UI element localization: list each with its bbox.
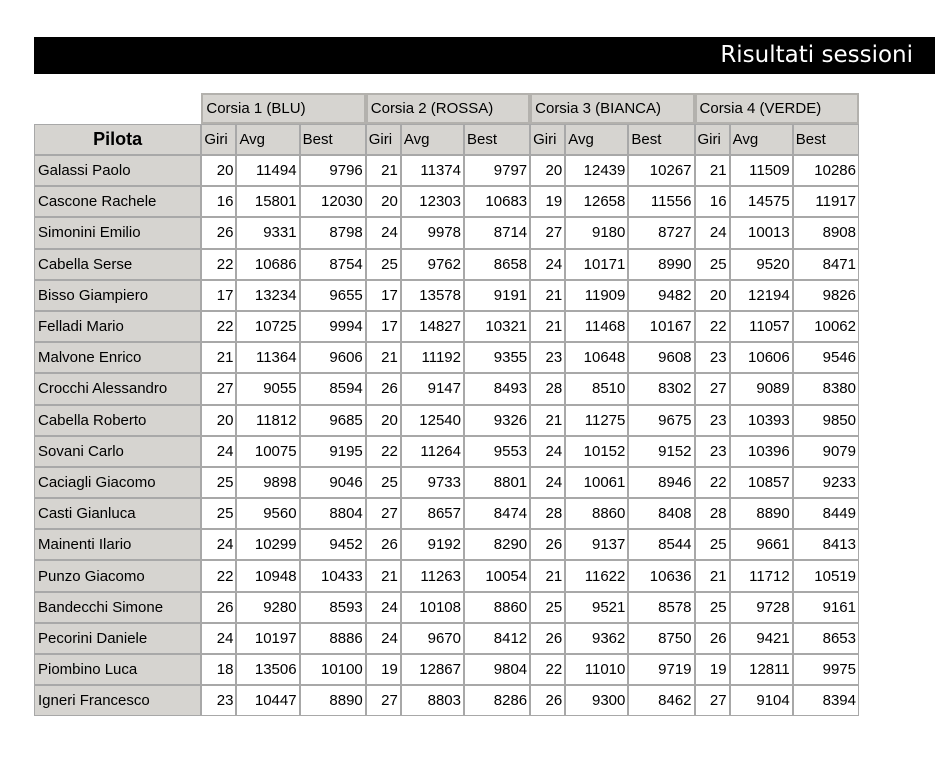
lane-4-laps-cell: 25	[695, 529, 730, 560]
lane-1-avg-cell: 9560	[236, 498, 299, 529]
lane-2-laps-cell: 27	[366, 498, 401, 529]
lane-4-laps-cell: 16	[695, 186, 730, 217]
lane-4-avg-cell: 10013	[730, 217, 793, 248]
lane-2-avg-cell: 11374	[401, 155, 464, 186]
lane-2-best-cell: 8714	[464, 217, 530, 248]
lane-1-laps-cell: 25	[201, 498, 236, 529]
lane-2-avg-cell: 9978	[401, 217, 464, 248]
lane-2-avg-cell: 14827	[401, 311, 464, 342]
lane-4-avg-cell: 8890	[730, 498, 793, 529]
lane-1-best-header: Best	[300, 124, 366, 155]
pilot-name: Bandecchi Simone	[34, 592, 201, 623]
lane-2-best-cell: 9355	[464, 342, 530, 373]
table-row	[34, 623, 859, 654]
page-title: Risultati sessioni	[720, 42, 913, 68]
lane-2-best-cell: 8286	[464, 685, 530, 716]
lane-4-laps-cell: 21	[695, 560, 730, 591]
table-row	[34, 249, 859, 280]
lane-4-laps-cell: 27	[695, 685, 730, 716]
lane-2-best-cell: 8860	[464, 592, 530, 623]
lane-3-best-cell: 8544	[628, 529, 694, 560]
lane-3-avg-cell: 11468	[565, 311, 628, 342]
lane-4-laps-cell: 26	[695, 623, 730, 654]
pilot-column-header: Pilota	[34, 124, 201, 155]
lane-4-best-cell: 10519	[793, 560, 859, 591]
pilot-name: Casti Gianluca	[34, 498, 201, 529]
lane-1-avg-cell: 15801	[236, 186, 299, 217]
lane-2-best-cell: 9553	[464, 436, 530, 467]
lane-3-laps-cell: 21	[530, 405, 565, 436]
lane-3-avg-cell: 10152	[565, 436, 628, 467]
lane-1-laps-cell: 25	[201, 467, 236, 498]
lane-header-2: Corsia 2 (ROSSA)	[366, 93, 530, 124]
lane-1-best-cell: 8593	[300, 592, 366, 623]
lane-2-avg-cell: 12540	[401, 405, 464, 436]
lane-3-best-cell: 10167	[628, 311, 694, 342]
lane-3-laps-cell: 24	[530, 249, 565, 280]
lane-3-laps-cell: 21	[530, 311, 565, 342]
lane-3-laps-cell: 26	[530, 529, 565, 560]
pilot-name: Simonini Emilio	[34, 217, 201, 248]
lane-4-avg-cell: 10606	[730, 342, 793, 373]
lane-2-avg-cell: 11264	[401, 436, 464, 467]
lane-2-best-cell: 9326	[464, 405, 530, 436]
lane-2-laps-cell: 24	[366, 217, 401, 248]
lane-2-best-cell: 8474	[464, 498, 530, 529]
lane-3-laps-cell: 22	[530, 654, 565, 685]
lane-4-best-cell: 8413	[793, 529, 859, 560]
lane-2-best-cell: 9804	[464, 654, 530, 685]
lane-4-laps-cell: 28	[695, 498, 730, 529]
lane-3-laps-cell: 21	[530, 280, 565, 311]
lane-1-best-cell: 10433	[300, 560, 366, 591]
lane-2-best-cell: 10683	[464, 186, 530, 217]
lane-2-laps-cell: 26	[366, 529, 401, 560]
lane-3-avg-cell: 8860	[565, 498, 628, 529]
lane-2-laps-cell: 19	[366, 654, 401, 685]
lane-3-best-cell: 8750	[628, 623, 694, 654]
lane-4-avg-cell: 10396	[730, 436, 793, 467]
lane-2-best-cell: 9797	[464, 155, 530, 186]
pilot-name: Punzo Giacomo	[34, 560, 201, 591]
lane-1-best-cell: 9195	[300, 436, 366, 467]
lane-2-avg-cell: 9762	[401, 249, 464, 280]
sub-header-row	[34, 124, 859, 155]
lane-header-1: Corsia 1 (BLU)	[201, 93, 365, 124]
lane-1-avg-cell: 11494	[236, 155, 299, 186]
lane-3-avg-cell: 9137	[565, 529, 628, 560]
lane-3-laps-header: Giri	[530, 124, 565, 155]
pilot-name: Bisso Giampiero	[34, 280, 201, 311]
lane-4-avg-cell: 12811	[730, 654, 793, 685]
lane-3-best-cell: 9719	[628, 654, 694, 685]
lane-1-avg-header: Avg	[236, 124, 299, 155]
blank-corner	[34, 93, 201, 124]
lane-2-avg-cell: 12303	[401, 186, 464, 217]
table-row	[34, 467, 859, 498]
lane-4-laps-cell: 25	[695, 592, 730, 623]
lane-1-laps-cell: 27	[201, 373, 236, 404]
lane-4-laps-cell: 21	[695, 155, 730, 186]
lane-3-best-cell: 11556	[628, 186, 694, 217]
lane-2-laps-cell: 27	[366, 685, 401, 716]
lane-1-avg-cell: 9331	[236, 217, 299, 248]
lane-2-avg-cell: 9670	[401, 623, 464, 654]
lane-2-best-cell: 8412	[464, 623, 530, 654]
table-row	[34, 186, 859, 217]
lane-4-avg-cell: 11057	[730, 311, 793, 342]
lane-2-best-cell: 9191	[464, 280, 530, 311]
lane-4-best-cell: 10286	[793, 155, 859, 186]
lane-1-best-cell: 12030	[300, 186, 366, 217]
lane-3-laps-cell: 27	[530, 217, 565, 248]
lane-header-4: Corsia 4 (VERDE)	[695, 93, 859, 124]
lane-1-best-cell: 9046	[300, 467, 366, 498]
lane-4-laps-cell: 25	[695, 249, 730, 280]
lane-1-avg-cell: 10725	[236, 311, 299, 342]
table-row	[34, 529, 859, 560]
lane-1-laps-cell: 20	[201, 405, 236, 436]
lane-2-avg-cell: 13578	[401, 280, 464, 311]
lane-3-best-cell: 10267	[628, 155, 694, 186]
lane-4-best-cell: 11917	[793, 186, 859, 217]
pilot-name: Piombino Luca	[34, 654, 201, 685]
lane-4-best-cell: 8394	[793, 685, 859, 716]
pilot-name: Cabella Serse	[34, 249, 201, 280]
lane-4-best-cell: 8908	[793, 217, 859, 248]
lane-3-laps-cell: 28	[530, 498, 565, 529]
lane-3-best-cell: 9482	[628, 280, 694, 311]
lane-1-best-cell: 8594	[300, 373, 366, 404]
lane-2-avg-cell: 8657	[401, 498, 464, 529]
table-row	[34, 280, 859, 311]
pilot-name: Malvone Enrico	[34, 342, 201, 373]
lane-3-laps-cell: 25	[530, 592, 565, 623]
lane-2-laps-cell: 22	[366, 436, 401, 467]
pilot-name: Felladi Mario	[34, 311, 201, 342]
lane-2-avg-cell: 9147	[401, 373, 464, 404]
lane-1-laps-cell: 16	[201, 186, 236, 217]
lane-4-laps-cell: 24	[695, 217, 730, 248]
lane-1-avg-cell: 9898	[236, 467, 299, 498]
lane-2-avg-cell: 10108	[401, 592, 464, 623]
lane-2-best-cell: 8493	[464, 373, 530, 404]
lane-1-avg-cell: 10075	[236, 436, 299, 467]
lane-1-laps-cell: 20	[201, 155, 236, 186]
lane-1-laps-cell: 24	[201, 623, 236, 654]
lane-4-avg-cell: 11509	[730, 155, 793, 186]
lane-4-laps-cell: 23	[695, 436, 730, 467]
lane-3-avg-cell: 10061	[565, 467, 628, 498]
lane-1-laps-cell: 22	[201, 311, 236, 342]
lane-2-avg-cell: 11192	[401, 342, 464, 373]
lane-1-laps-cell: 21	[201, 342, 236, 373]
lane-1-laps-header: Giri	[201, 124, 236, 155]
table-row	[34, 373, 859, 404]
lane-4-best-cell: 9975	[793, 654, 859, 685]
lane-1-best-cell: 8798	[300, 217, 366, 248]
lane-1-avg-cell: 11812	[236, 405, 299, 436]
lane-3-avg-cell: 11275	[565, 405, 628, 436]
lane-4-best-cell: 10062	[793, 311, 859, 342]
lane-4-avg-cell: 9104	[730, 685, 793, 716]
lane-4-avg-cell: 9661	[730, 529, 793, 560]
lane-3-avg-cell: 10171	[565, 249, 628, 280]
lane-4-laps-header: Giri	[695, 124, 730, 155]
lane-2-laps-cell: 24	[366, 623, 401, 654]
table-row	[34, 560, 859, 591]
lane-1-laps-cell: 26	[201, 217, 236, 248]
lane-3-best-cell: 9152	[628, 436, 694, 467]
lane-4-best-cell: 9826	[793, 280, 859, 311]
lane-2-best-cell: 10321	[464, 311, 530, 342]
lane-2-avg-header: Avg	[401, 124, 464, 155]
lane-4-avg-cell: 10393	[730, 405, 793, 436]
lane-4-laps-cell: 27	[695, 373, 730, 404]
lane-4-laps-cell: 23	[695, 342, 730, 373]
lane-1-laps-cell: 22	[201, 249, 236, 280]
lane-1-avg-cell: 9280	[236, 592, 299, 623]
lane-1-best-cell: 9655	[300, 280, 366, 311]
table-row	[34, 342, 859, 373]
lane-1-best-cell: 9685	[300, 405, 366, 436]
lane-1-best-cell: 10100	[300, 654, 366, 685]
table-row	[34, 592, 859, 623]
lane-4-avg-cell: 10857	[730, 467, 793, 498]
lane-1-best-cell: 8886	[300, 623, 366, 654]
lane-3-laps-cell: 24	[530, 467, 565, 498]
lane-1-laps-cell: 26	[201, 592, 236, 623]
lane-2-laps-cell: 25	[366, 467, 401, 498]
table-row	[34, 311, 859, 342]
results-table	[34, 93, 859, 716]
lane-3-laps-cell: 19	[530, 186, 565, 217]
table-row	[34, 498, 859, 529]
lane-2-best-cell: 8658	[464, 249, 530, 280]
lane-3-avg-cell: 11622	[565, 560, 628, 591]
lane-2-laps-cell: 21	[366, 560, 401, 591]
lane-1-laps-cell: 18	[201, 654, 236, 685]
lane-3-best-header: Best	[628, 124, 694, 155]
lane-2-laps-cell: 24	[366, 592, 401, 623]
lane-3-laps-cell: 28	[530, 373, 565, 404]
pilot-name: Mainenti Ilario	[34, 529, 201, 560]
pilot-name: Crocchi Alessandro	[34, 373, 201, 404]
lane-1-best-cell: 9452	[300, 529, 366, 560]
lane-1-avg-cell: 13234	[236, 280, 299, 311]
lane-1-avg-cell: 10686	[236, 249, 299, 280]
lane-2-laps-cell: 17	[366, 311, 401, 342]
lane-1-avg-cell: 9055	[236, 373, 299, 404]
lane-3-best-cell: 9675	[628, 405, 694, 436]
lane-3-best-cell: 8990	[628, 249, 694, 280]
lane-2-avg-cell: 9733	[401, 467, 464, 498]
lane-2-laps-cell: 21	[366, 155, 401, 186]
lane-2-laps-cell: 20	[366, 186, 401, 217]
table-row	[34, 436, 859, 467]
lane-4-avg-cell: 9089	[730, 373, 793, 404]
lane-4-best-cell: 9850	[793, 405, 859, 436]
lane-1-laps-cell: 17	[201, 280, 236, 311]
lane-2-laps-cell: 26	[366, 373, 401, 404]
table-row	[34, 155, 859, 186]
lane-1-laps-cell: 22	[201, 560, 236, 591]
lane-1-best-cell: 8804	[300, 498, 366, 529]
lane-3-avg-cell: 9362	[565, 623, 628, 654]
table-row	[34, 654, 859, 685]
lane-4-avg-cell: 12194	[730, 280, 793, 311]
lane-2-laps-cell: 17	[366, 280, 401, 311]
lane-3-laps-cell: 26	[530, 623, 565, 654]
lane-header-row	[34, 93, 859, 124]
lane-2-laps-header: Giri	[366, 124, 401, 155]
table-row	[34, 405, 859, 436]
lane-3-avg-cell: 12658	[565, 186, 628, 217]
lane-4-best-cell: 9546	[793, 342, 859, 373]
lane-4-best-header: Best	[793, 124, 859, 155]
lane-2-best-cell: 10054	[464, 560, 530, 591]
lane-3-avg-cell: 8510	[565, 373, 628, 404]
lane-4-laps-cell: 20	[695, 280, 730, 311]
lane-3-best-cell: 8946	[628, 467, 694, 498]
table-row	[34, 685, 859, 716]
lane-4-best-cell: 9161	[793, 592, 859, 623]
lane-4-avg-header: Avg	[730, 124, 793, 155]
lane-2-avg-cell: 8803	[401, 685, 464, 716]
lane-2-avg-cell: 9192	[401, 529, 464, 560]
lane-4-best-cell: 8471	[793, 249, 859, 280]
lane-4-laps-cell: 23	[695, 405, 730, 436]
lane-3-best-cell: 8578	[628, 592, 694, 623]
lane-3-avg-cell: 10648	[565, 342, 628, 373]
lane-2-avg-cell: 11263	[401, 560, 464, 591]
lane-1-laps-cell: 24	[201, 529, 236, 560]
lane-3-avg-cell: 11909	[565, 280, 628, 311]
lane-4-best-cell: 9233	[793, 467, 859, 498]
lane-1-laps-cell: 23	[201, 685, 236, 716]
lane-4-best-cell: 8380	[793, 373, 859, 404]
lane-1-best-cell: 8754	[300, 249, 366, 280]
lane-2-laps-cell: 20	[366, 405, 401, 436]
lane-3-avg-cell: 9521	[565, 592, 628, 623]
lane-2-best-cell: 8290	[464, 529, 530, 560]
pilot-name: Caciagli Giacomo	[34, 467, 201, 498]
pilot-name: Pecorini Daniele	[34, 623, 201, 654]
pilot-name: Cabella Roberto	[34, 405, 201, 436]
lane-3-avg-cell: 12439	[565, 155, 628, 186]
lane-3-best-cell: 9608	[628, 342, 694, 373]
lane-1-best-cell: 8890	[300, 685, 366, 716]
lane-3-laps-cell: 21	[530, 560, 565, 591]
lane-1-laps-cell: 24	[201, 436, 236, 467]
lane-3-avg-cell: 11010	[565, 654, 628, 685]
lane-3-laps-cell: 23	[530, 342, 565, 373]
lane-4-best-cell: 8449	[793, 498, 859, 529]
lane-3-best-cell: 8302	[628, 373, 694, 404]
lane-2-best-header: Best	[464, 124, 530, 155]
lane-4-best-cell: 9079	[793, 436, 859, 467]
lane-1-best-cell: 9606	[300, 342, 366, 373]
pilot-name: Igneri Francesco	[34, 685, 201, 716]
lane-header-3: Corsia 3 (BIANCA)	[530, 93, 694, 124]
title-bar	[34, 37, 935, 74]
lane-1-avg-cell: 10948	[236, 560, 299, 591]
lane-1-avg-cell: 10197	[236, 623, 299, 654]
pilot-name: Galassi Paolo	[34, 155, 201, 186]
lane-3-best-cell: 8727	[628, 217, 694, 248]
table-row	[34, 217, 859, 248]
lane-3-best-cell: 8408	[628, 498, 694, 529]
pilot-name: Cascone Rachele	[34, 186, 201, 217]
lane-4-avg-cell: 11712	[730, 560, 793, 591]
lane-2-avg-cell: 12867	[401, 654, 464, 685]
lane-1-avg-cell: 10447	[236, 685, 299, 716]
lane-2-laps-cell: 25	[366, 249, 401, 280]
lane-4-avg-cell: 9421	[730, 623, 793, 654]
lane-4-laps-cell: 22	[695, 467, 730, 498]
lane-3-laps-cell: 20	[530, 155, 565, 186]
lane-1-avg-cell: 13506	[236, 654, 299, 685]
lane-2-laps-cell: 21	[366, 342, 401, 373]
lane-4-best-cell: 8653	[793, 623, 859, 654]
lane-2-best-cell: 8801	[464, 467, 530, 498]
lane-3-best-cell: 10636	[628, 560, 694, 591]
lane-4-laps-cell: 22	[695, 311, 730, 342]
lane-4-avg-cell: 9728	[730, 592, 793, 623]
lane-3-avg-cell: 9300	[565, 685, 628, 716]
lane-1-best-cell: 9796	[300, 155, 366, 186]
lane-3-avg-cell: 9180	[565, 217, 628, 248]
lane-1-best-cell: 9994	[300, 311, 366, 342]
lane-3-avg-header: Avg	[565, 124, 628, 155]
lane-4-avg-cell: 14575	[730, 186, 793, 217]
lane-1-avg-cell: 10299	[236, 529, 299, 560]
lane-3-laps-cell: 24	[530, 436, 565, 467]
lane-1-avg-cell: 11364	[236, 342, 299, 373]
pilot-name: Sovani Carlo	[34, 436, 201, 467]
lane-4-avg-cell: 9520	[730, 249, 793, 280]
lane-3-best-cell: 8462	[628, 685, 694, 716]
lane-3-laps-cell: 26	[530, 685, 565, 716]
results-body	[34, 155, 859, 716]
lane-4-laps-cell: 19	[695, 654, 730, 685]
